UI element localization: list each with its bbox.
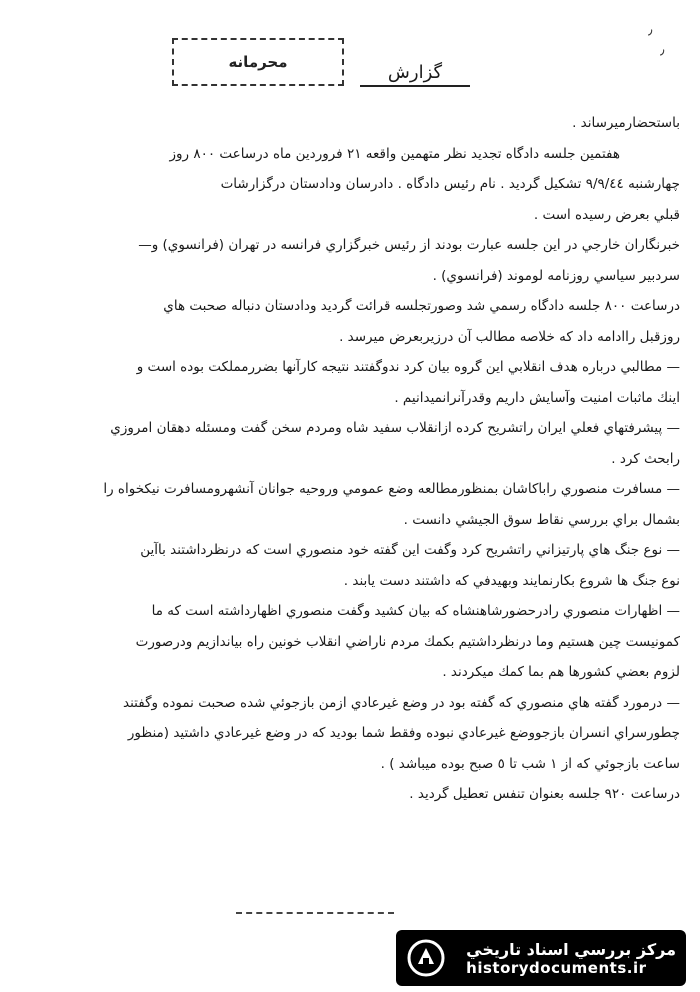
archive-logo-icon — [406, 938, 446, 978]
body-line: — مطالبي درباره هدف انقلابي اين گروه بيان كرد ندوگفتند نتيجه كارآنها بضررمملكت بوده است و — [136, 359, 680, 375]
footer-divider — [236, 912, 394, 914]
body-line: رابحث كرد . — [611, 450, 680, 467]
classification-stamp: محرمانه — [172, 38, 344, 86]
body-line: بشمال براي بررسي نقاط سوق الجيشي دانست . — [403, 511, 680, 528]
watermark-title: مركز بررسي اسناد تاريخي — [466, 939, 676, 959]
body-line: درساعت ٨٠٠ جلسه دادگاه رسمي شد وصورتجلسه قرائت گرديد ودادستان دنباله صحبت هاي — [163, 298, 680, 314]
body-line: ساعت بازجوئي كه از ١ شب تا ٥ صبح بوده ميباشد ) . — [380, 755, 680, 772]
body-line: روزقبل راادامه داد كه خلاصه مطالب آن درزيربعرض ميرسد . — [339, 328, 680, 345]
body-line: خبرنگاران خارجي در اين جلسه عبارت بودند از رئيس خبرگزاري فرانسه در تهران (فرانسوي) و— — [138, 237, 680, 253]
body-line: — پيشرفتهاي فعلي ايران راتشريح كرده ازانقلاب سفيد شاه ومردم سخن گفت ومسئله دهقان امروزي — [110, 420, 680, 436]
body-line: هفتمين جلسه دادگاه تجديد نظر متهمين واقعه ٢١ فروردين ماه درساعت ٨٠٠ روز — [169, 145, 620, 162]
body-line: درساعت ٩٢٠ جلسه بعنوان تنفس تعطيل گرديد . — [409, 786, 680, 802]
report-title: گزارش — [360, 62, 470, 87]
body-line: — اظهارات منصوري رادرحضورشاهنشاه كه بيان كشيد وگفت منصوري اظهارداشته است كه ما — [151, 603, 680, 619]
body-line: نوع جنگ ها شروع بكارنمايند وبهيدفي كه داشتند دست يابند . — [343, 572, 680, 589]
body-line: باستحضارميرساند . — [572, 115, 680, 131]
body-line: قبلي بعرض رسيده است . — [533, 206, 680, 223]
body-line: اينك ماثبات امنيت وآسايش داريم وقدرآنرانميدانيم . — [394, 389, 680, 406]
corner-mark-1: ٫ — [648, 22, 653, 38]
body-line: چطورسراي انسران بازجووضع غيرعادي نبوده وفقط شما بوديد كه در وضع غيرعادي داشتيد (منظور — [127, 725, 680, 741]
body-line: لزوم بعضي كشورها هم بما كمك ميكردند . — [442, 664, 680, 680]
corner-mark-2: ٫ — [660, 42, 665, 58]
body-line: كمونيست چين هستيم وما درنظرداشتيم بكمك مردم ناراضي انقلاب خونين راه بياندازيم ودرصورت — [135, 633, 680, 650]
watermark-url: historydocuments.ir — [466, 958, 647, 977]
report-body — [40, 108, 680, 810]
body-line: — نوع جنگ هاي پارتيزاني راتشريح كرد وگفت اين گفته خود منصوري است كه درنظرداشتند باآين — [140, 542, 680, 558]
body-line: — درمورد گفته هاي منصوري كه گفته بود در وضع غيرعادي ازمن بازجوئي شده صحبت نموده وگفتند — [123, 694, 680, 711]
body-line: چهارشنبه ٩/٩/٤٤ تشكيل گرديد . نام رئيس دادگاه . دادرسان ودادستان درگزارشات — [220, 176, 680, 192]
archive-watermark — [396, 930, 686, 986]
body-line: سردبير سياسي روزنامه لوموند (فرانسوي) . — [432, 267, 680, 284]
body-line: — مسافرت منصوري راباكاشان بمنظورمطالعه وضع عمومي وروحيه جوانان آنشهرومسافرت نيكخواه را — [103, 481, 680, 497]
